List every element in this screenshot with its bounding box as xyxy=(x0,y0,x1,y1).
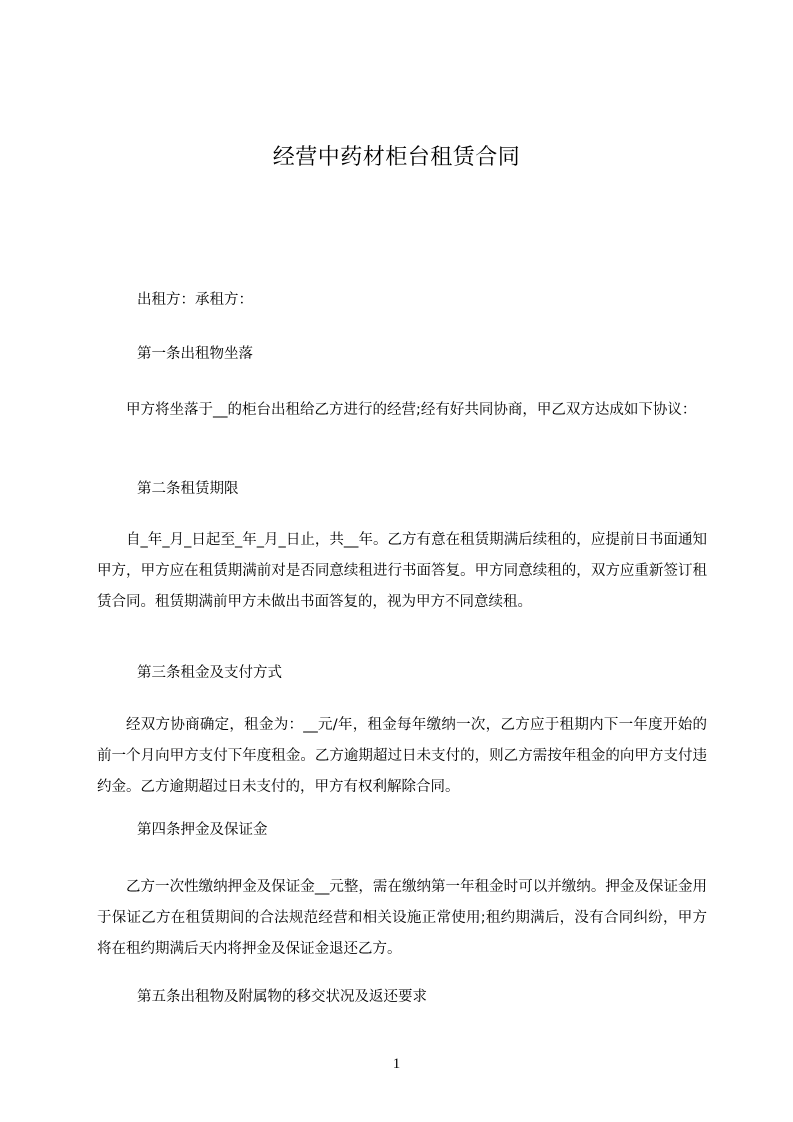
section-heading-1: 第一条出租物坐落 xyxy=(137,346,253,362)
section-body-4: 乙方一次性缴纳押金及保证金__元整，需在缴纳第一年租金时可以并缴纳。押金及保证金用于保证乙方在租赁期间的合法规范经营和相关设施正常使用;租约期满后，没有合同纠纷，甲方将在租约期满后天内将押金及保证金退还乙方。 xyxy=(97,879,707,957)
section-heading-2: 第二条租赁期限 xyxy=(137,481,239,497)
section-body-2: 自_年_月_日起至_年_月_日止，共__年。乙方有意在租赁期满后续租的，应提前日书面通知甲方，甲方应在租赁期满前对是否同意续租进行书面答复。甲方同意续租的，双方应重新签订租赁合同。租赁期满前甲方未做出书面答复的，视为甲方不同意续租。 xyxy=(97,532,707,610)
section-heading-5: 第五条出租物及附属物的移交状况及返还要求 xyxy=(137,989,427,1005)
parties-line: 出租方：承租方： xyxy=(137,292,253,308)
section-body-1: 甲方将坐落于__的柜台出租给乙方进行的经营;经有好共同协商，甲乙双方达成如下协议： xyxy=(126,402,697,418)
section-heading-4: 第四条押金及保证金 xyxy=(137,822,268,838)
section-body-3: 经双方协商确定，租金为：__元/年，租金每年缴纳一次，乙方应于租期内下一年度开始的前一个月向甲方支付下年度租金。乙方逾期超过日未支付的，则乙方需按年租金的向甲方支付违约金。乙方逾期超过日未支付的，甲方有权利解除合同。 xyxy=(97,717,707,795)
document-title: 经营中药材柜台租赁合同 xyxy=(272,145,521,170)
section-heading-3: 第三条租金及支付方式 xyxy=(137,665,282,681)
page-number: 1 xyxy=(392,1056,401,1072)
